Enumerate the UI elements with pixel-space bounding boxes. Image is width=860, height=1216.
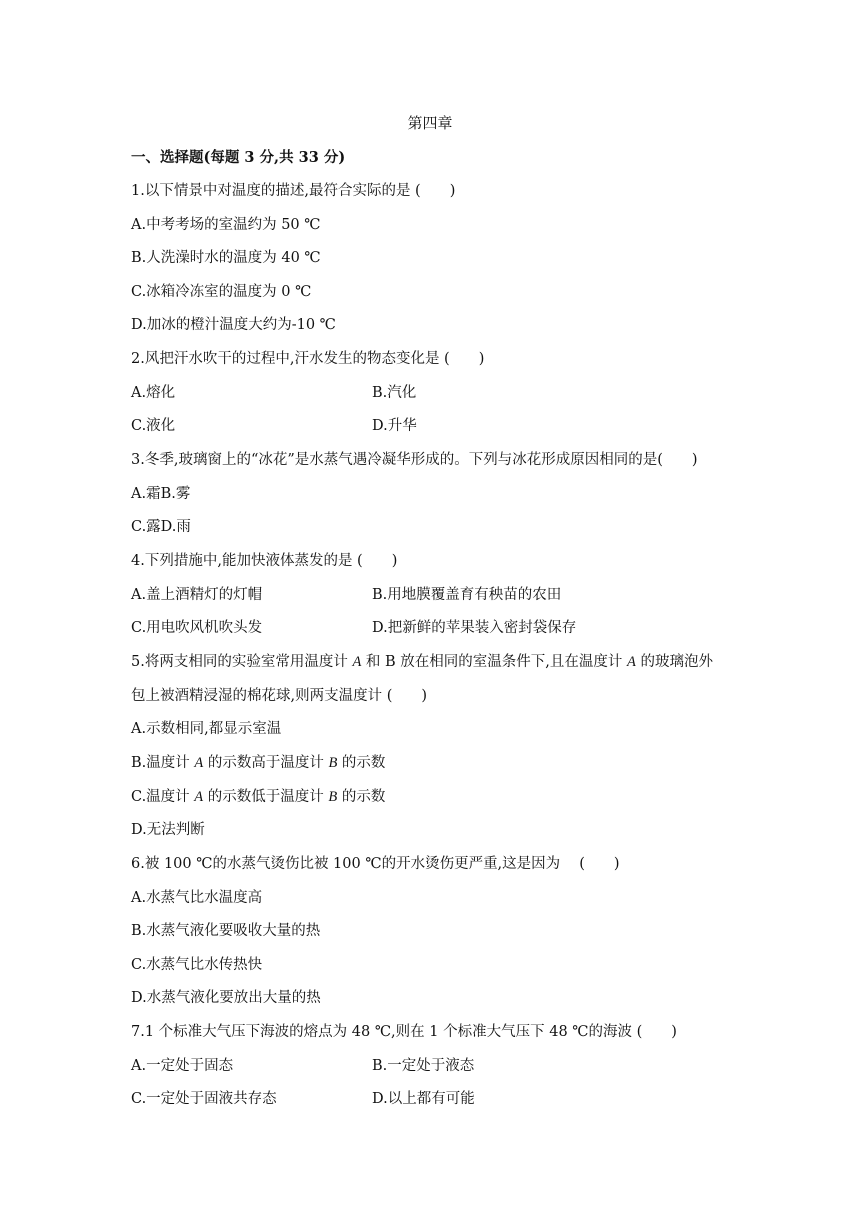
question-6-option-c: C.水蒸气比水传热快 [131, 957, 263, 973]
question-7-stem: 7.1 个标准大气压下海波的熔点为 48 ℃,则在 1 个标准大气压下 48 ℃的海波 ( ) [131, 1024, 677, 1040]
question-6-option-a: A.水蒸气比水温度高 [131, 890, 263, 906]
question-7-option-d: D.以上都有可能 [372, 1091, 475, 1107]
question-5-stem-line-1: 5.将两支相同的实验室常用温度计 A 和 B 放在相同的室温条件下,且在温度计 A 的玻璃泡外 [131, 654, 713, 670]
question-2-option-b: B.汽化 [372, 385, 417, 401]
question-2-option-c: C.液化 [131, 418, 176, 434]
chapter-title: 第四章 [407, 114, 453, 132]
question-7-option-b: B.一定处于液态 [372, 1058, 475, 1074]
question-1-stem: 1.以下情景中对温度的描述,最符合实际的是 ( ) [131, 183, 456, 199]
question-5-option-a: A.示数相同,都显示室温 [131, 721, 282, 737]
question-1-option-d: D.加冰的橙汁温度大约为-10 ℃ [131, 317, 336, 333]
question-1-option-c: C.冰箱冷冻室的温度为 0 ℃ [131, 284, 312, 300]
question-1-option-b: B.人洗澡时水的温度为 40 ℃ [131, 250, 321, 266]
question-5-option-c: C.温度计 A 的示数低于温度计 B 的示数 [131, 789, 386, 805]
question-6-option-d: D.水蒸气液化要放出大量的热 [131, 990, 321, 1006]
question-2-stem: 2.风把汗水吹干的过程中,汗水发生的物态变化是 ( ) [131, 351, 485, 367]
question-7-option-a: A.一定处于固态 [131, 1058, 234, 1074]
question-4-option-b: B.用地膜覆盖育有秧苗的农田 [372, 587, 562, 603]
question-3-options-cd: C.露D.雨 [131, 519, 191, 535]
question-6-stem: 6.被 100 ℃的水蒸气烫伤比被 100 ℃的开水烫伤更严重,这是因为 ( ) [131, 856, 620, 872]
question-2-option-a: A.熔化 [131, 385, 176, 401]
section-heading: 一、选择题(每题 3 分,共 33 分) [131, 149, 346, 166]
question-4-option-a: A.盖上酒精灯的灯帽 [131, 587, 263, 603]
question-2-option-d: D.升华 [372, 418, 417, 434]
question-4-option-d: D.把新鲜的苹果装入密封袋保存 [372, 620, 577, 636]
question-4-stem: 4.下列措施中,能加快液体蒸发的是 ( ) [131, 553, 398, 569]
question-5-option-b: B.温度计 A 的示数高于温度计 B 的示数 [131, 755, 386, 771]
question-3-options-ab: A.霜B.雾 [131, 486, 191, 502]
question-5-option-d: D.无法判断 [131, 822, 205, 838]
question-4-option-c: C.用电吹风机吹头发 [131, 620, 263, 636]
question-7-option-c: C.一定处于固液共存态 [131, 1091, 277, 1107]
question-6-option-b: B.水蒸气液化要吸收大量的热 [131, 923, 321, 939]
question-3-stem: 3.冬季,玻璃窗上的“冰花”是水蒸气遇冷凝华形成的。下列与冰花形成原因相同的是( ) [131, 452, 698, 468]
question-5-stem-line-2: 包上被酒精浸湿的棉花球,则两支温度计 ( ) [131, 688, 428, 704]
question-1-option-a: A.中考考场的室温约为 50 ℃ [131, 217, 321, 233]
